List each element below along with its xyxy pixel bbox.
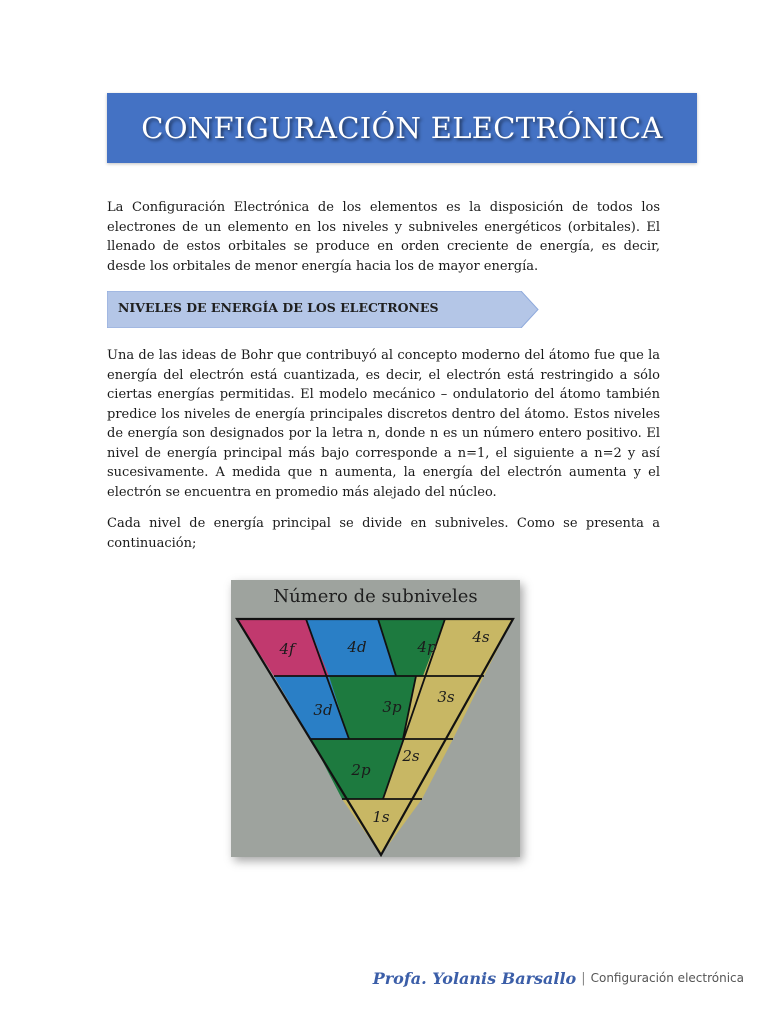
label-3d: 3d xyxy=(313,701,333,719)
label-2p: 2p xyxy=(351,761,371,779)
footer-subject: Configuración electrónica xyxy=(590,971,744,985)
figure-title: Número de subniveles xyxy=(273,586,478,607)
title-banner xyxy=(107,93,697,163)
section-header xyxy=(107,291,539,328)
label-2s: 2s xyxy=(402,747,420,765)
page-title: CONFIGURACIÓN ELECTRÓNICA xyxy=(141,111,663,145)
footer-author: Profa. Yolanis Barsallo xyxy=(372,968,577,988)
footer-separator: | xyxy=(581,970,586,986)
subshell-triangle-figure xyxy=(231,580,520,857)
bohr-paragraph: Una de las ideas de Bohr que contribuyó al concepto moderno del átomo fue que la energía del electrón está cuantizada, es decir, el electrón está restringido a sólo ciertas energías permitidas. El modelo mecánico – ondulatorio del átomo también predice los niveles de energía principales discretos dentro del átomo. Estos niveles de energía son designados por la letra n, donde n es un número entero positivo. El nivel de energía principal más bajo corresponde a n=1, el siguiente a n=2 y así sucesivamente. A medida que n aumenta, la energía del electrón aumenta y el electrón se encuentra en promedio más alejado del núcleo. xyxy=(107,348,660,500)
page-footer xyxy=(373,964,744,992)
label-4s: 4s xyxy=(472,628,490,646)
label-1s: 1s xyxy=(372,808,390,826)
label-4d: 4d xyxy=(347,638,367,656)
section-title: NIVELES DE ENERGÍA DE LOS ELECTRONES xyxy=(118,300,439,315)
subniveles-paragraph: Cada nivel de energía principal se divide en subniveles. Como se presenta a continuación; xyxy=(107,516,660,551)
label-4f: 4f xyxy=(279,640,295,658)
label-3p: 3p xyxy=(382,698,402,716)
intro-paragraph: La Configuración Electrónica de los elementos es la disposición de todos los electrones de un elemento en los niveles y subniveles energéticos (orbitales). El llenado de estos orbitales se produce en orden creciente de energía, es decir, desde los orbitales de menor energía hacia los de mayor energía. xyxy=(107,200,660,274)
label-4p: 4p xyxy=(417,638,437,656)
label-3s: 3s xyxy=(437,688,455,706)
